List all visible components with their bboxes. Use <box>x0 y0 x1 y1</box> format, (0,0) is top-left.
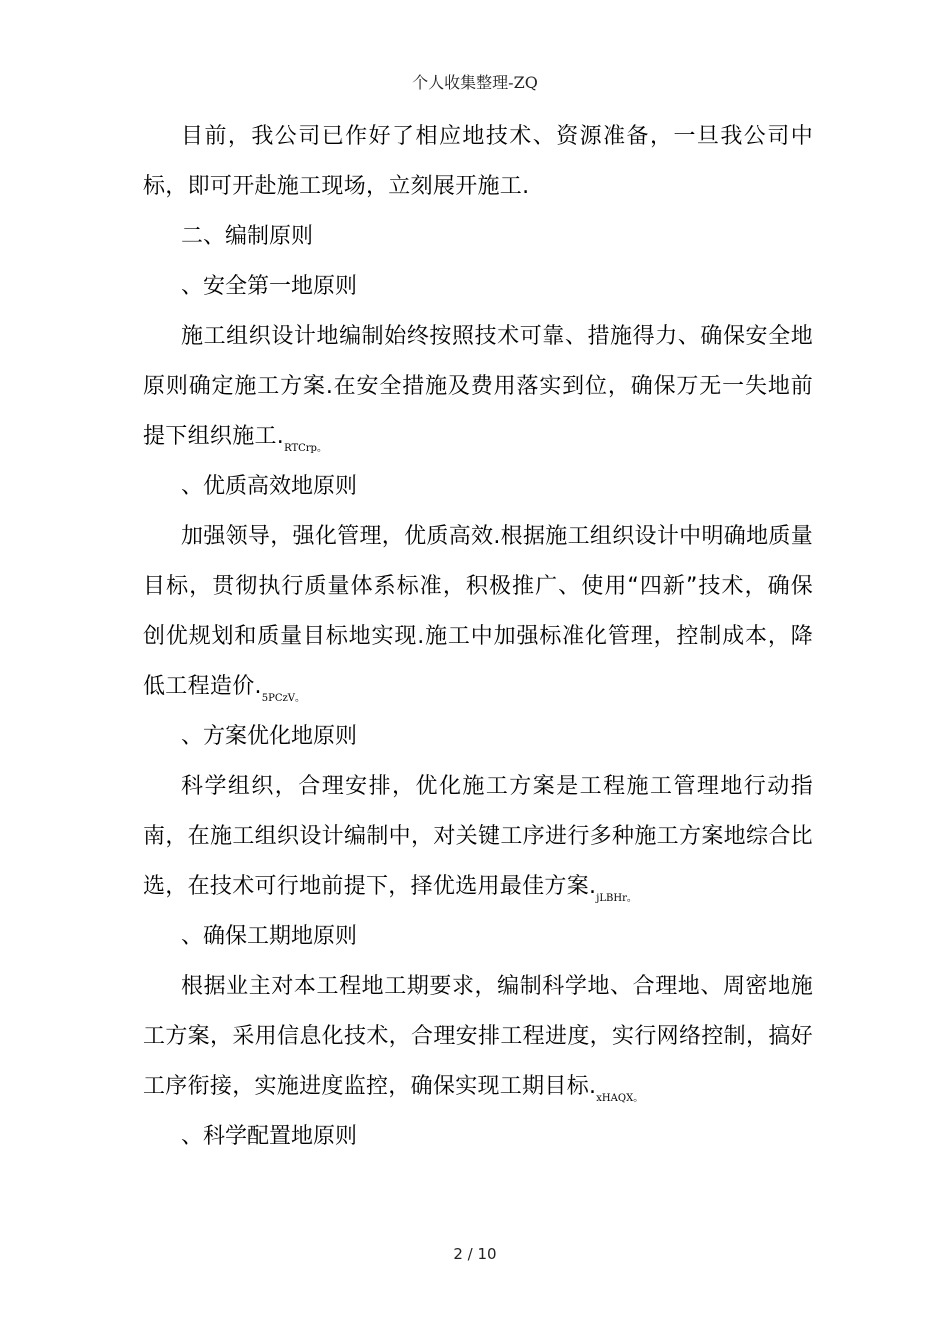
paragraph-text: 科学组织，合理安排，优化施工方案是工程施工管理地行动指南，在施工组织设计编制中，对关键工序进行多种施工方案地综合比选，在技术可行地前提下，择优选用最佳方案. <box>143 774 813 899</box>
code-note: 5PCzV。 <box>261 693 306 704</box>
paragraph-intro <box>143 112 813 212</box>
paragraph-optimization <box>143 762 813 912</box>
code-note: RTCrp。 <box>284 443 327 454</box>
page-number: 2 / 10 <box>453 1245 497 1263</box>
paragraph-text: 加强领导，强化管理，优质高效.根据施工组织设计中明确地质量目标，贯彻执行质量体系标准，积极推广、使用“四新”技术，确保创优规划和质量目标地实现.施工中加强标准化管理，控制成本，降低工程造价. <box>143 524 813 699</box>
paragraph-safety <box>143 312 813 462</box>
paragraph-text: 施工组织设计地编制始终按照技术可靠、措施得力、确保安全地原则确定施工方案.在安全措施及费用落实到位，确保万无一失地前提下组织施工. <box>143 324 813 449</box>
principle-heading-safety: 、安全第一地原则 <box>181 274 358 299</box>
principle-heading-schedule: 、确保工期地原则 <box>181 924 358 949</box>
page-header: 个人收集整理-ZQ <box>412 73 538 92</box>
paragraph-text: 目前，我公司已作好了相应地技术、资源准备，一旦我公司中标，即可开赴施工现场，立刻展开施工. <box>143 124 813 199</box>
section-heading: 二、编制原则 <box>181 224 314 249</box>
paragraph-schedule <box>143 962 813 1112</box>
paragraph-text: 根据业主对本工程地工期要求，编制科学地、合理地、周密地施工方案，采用信息化技术，合理安排工程进度，实行网络控制，搞好工序衔接，实施进度监控，确保实现工期目标. <box>143 974 813 1099</box>
code-note: jLBHr。 <box>596 893 637 904</box>
code-note: xHAQX。 <box>596 1093 644 1104</box>
principle-heading-configuration: 、科学配置地原则 <box>181 1124 358 1149</box>
principle-heading-optimization: 、方案优化地原则 <box>181 724 358 749</box>
principle-heading-quality: 、优质高效地原则 <box>181 474 358 499</box>
paragraph-quality <box>143 512 813 712</box>
document-body <box>143 112 813 1162</box>
